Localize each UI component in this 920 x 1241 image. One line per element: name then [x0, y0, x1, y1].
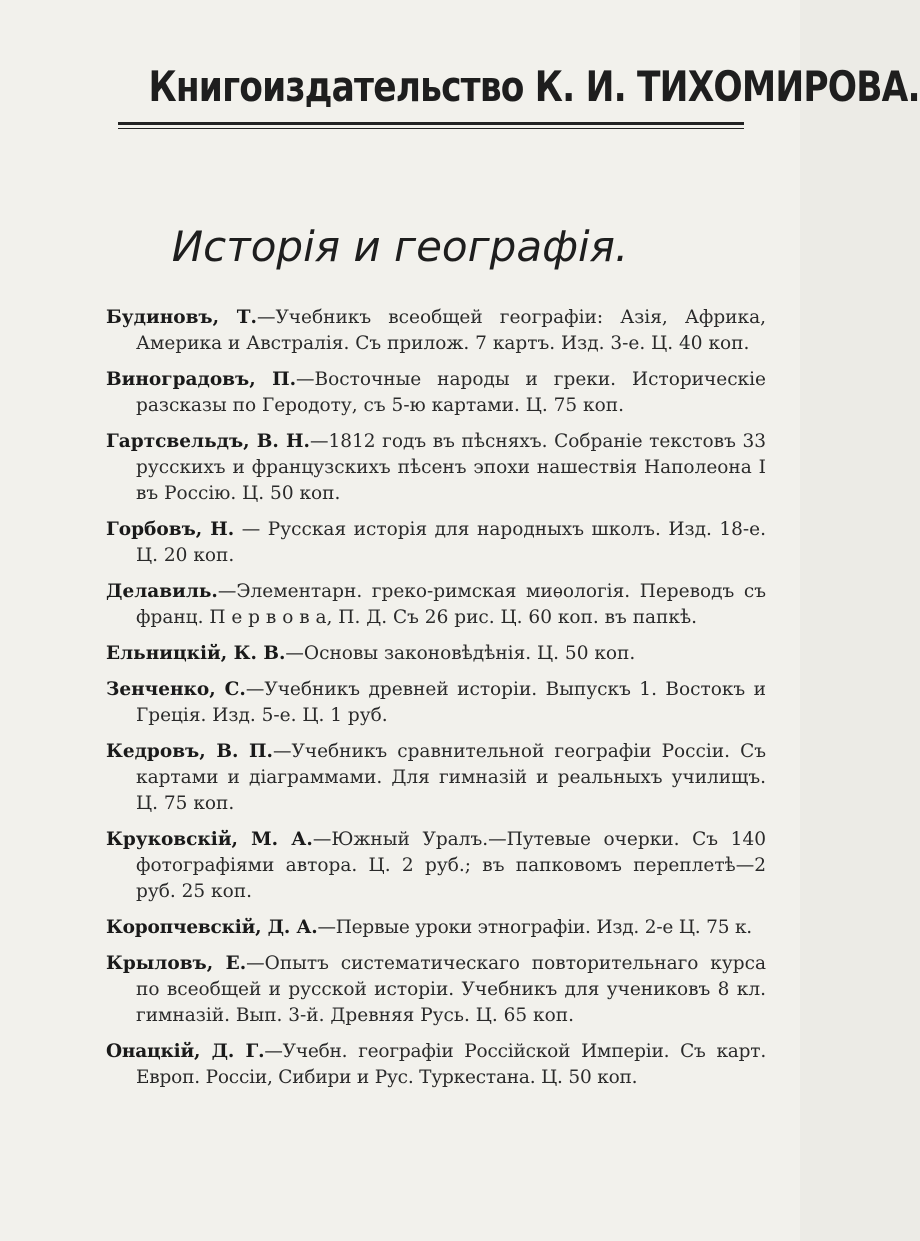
catalog-entry — [106, 739, 766, 817]
entry-text: —1812 годъ въ пѣсняхъ. Собраніе текстовъ 33 русскихъ и французскихъ пѣсенъ эпохи нашествія Наполеона I въ Россію. Ц. 50 коп. — [136, 431, 766, 504]
section-title: Исторія и географія. — [171, 222, 629, 271]
entry-text: —Элементарн. греко-римская миѳологія. Переводъ съ франц. П е р в о в а, П. Д. Съ 26 рис. Ц. 60 коп. въ папкѣ. — [136, 581, 766, 628]
entry-text: —Учебникъ древней исторіи. Выпускъ 1. Востокъ и Греція. Изд. 5-е. Ц. 1 руб. — [136, 679, 766, 726]
catalog-entry — [106, 641, 766, 667]
entry-text: —Первые уроки этнографіи. Изд. 2-е Ц. 75 к. — [317, 917, 752, 938]
entry-author: Кедровъ, В. П. — [106, 741, 273, 762]
entry-text: —Учебникъ сравнительной географіи Россіи. Съ картами и діаграммами. Для гимназій и реальныхъ училищъ. Ц. 75 коп. — [136, 741, 767, 814]
entry-author: Крыловъ, Е. — [106, 953, 247, 974]
catalog-entry — [106, 579, 766, 631]
catalog-entry — [106, 429, 766, 507]
entry-author: Горбовъ, Н. — [106, 519, 235, 540]
catalog-entry — [106, 305, 766, 357]
entry-text: —Южный Уралъ.—Путевые очерки. Съ 140 фотографіями автора. Ц. 2 руб.; въ папковомъ переплетѣ—2 руб. 25 коп. — [136, 829, 766, 902]
entry-author: Коропчевскій, Д. А. — [106, 917, 318, 938]
entry-text: —Восточные народы и греки. Историческіе разсказы по Геродоту, съ 5-ю картами. Ц. 75 коп. — [136, 369, 766, 416]
entry-author: Делавиль. — [106, 581, 218, 602]
entry-text: —Учебникъ всеобщей географіи: Азія, Африка, Америка и Австралія. Съ прилож. 7 картъ. Изд. 3-е. Ц. 40 коп. — [136, 307, 766, 354]
entry-author: Виноградовъ, П. — [106, 369, 297, 390]
catalog-entries — [106, 305, 766, 1101]
entry-text: — Русская исторія для народныхъ школъ. Изд. 18-е. Ц. 20 коп. — [136, 519, 767, 566]
catalog-entry — [106, 677, 766, 729]
heading-rule-thin — [118, 128, 744, 129]
catalog-entry — [106, 367, 766, 419]
entry-author: Будиновъ, Т. — [106, 307, 257, 328]
catalog-entry — [106, 1039, 766, 1091]
entry-author: Ельницкій, К. В. — [106, 643, 286, 664]
catalog-entry — [106, 517, 766, 569]
entry-text: —Опытъ систематическаго повторительнаго курса по всеобщей и русской исторіи. Учебникъ для учениковъ 8 кл. гимназій. Вып. 3-й. Древняя Русь. Ц. 65 коп. — [136, 953, 766, 1026]
entry-text: —Учебн. географіи Россійской Имперіи. Съ карт. Европ. Россіи, Сибири и Рус. Туркестана. Ц. 50 коп. — [136, 1041, 766, 1088]
entry-author: Гартсвельдъ, В. Н. — [106, 431, 310, 452]
catalog-entry — [106, 951, 766, 1029]
catalog-entry — [106, 915, 766, 941]
publisher-heading: Книгоиздательство К. И. ТИХОМИРОВА. — [148, 62, 920, 111]
catalog-entry — [106, 827, 766, 905]
entry-author: Круковскій, М. А. — [106, 829, 313, 850]
heading-rule-thick — [118, 122, 744, 125]
entry-author: Онацкій, Д. Г. — [106, 1041, 265, 1062]
entry-author: Зенченко, С. — [106, 679, 246, 700]
entry-text: —Основы законовѣдѣнія. Ц. 50 коп. — [285, 643, 636, 664]
